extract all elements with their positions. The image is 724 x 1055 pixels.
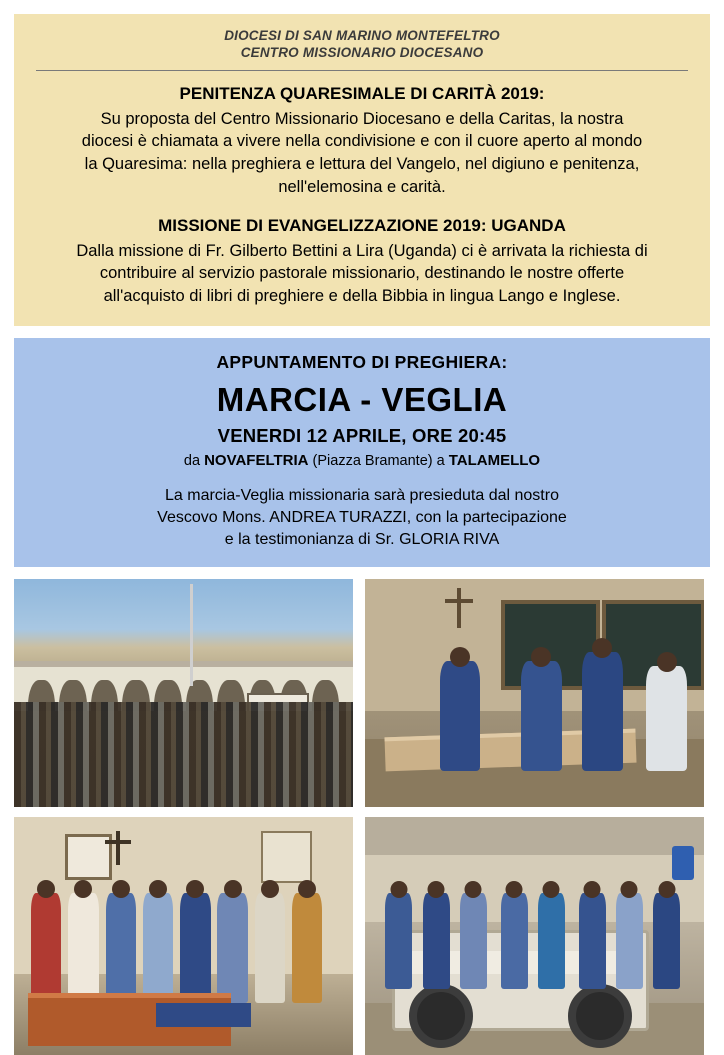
person-head: [149, 880, 167, 898]
photo-classroom-group: [14, 817, 353, 1055]
penitenza-line-4: nell'elemosina e carità.: [278, 177, 446, 196]
person-head: [543, 881, 560, 898]
penitenza-line-3: la Quaresima: nella preghiera e lettura del Vangelo, nel digiuno e penitenza,: [84, 155, 640, 174]
person-head: [74, 880, 92, 898]
person-head: [112, 880, 130, 898]
announcement-block-top: [14, 14, 710, 326]
person: [538, 893, 565, 988]
vehicle-wheel: [409, 984, 473, 1048]
penitenza-body: [32, 108, 692, 199]
person-head: [658, 881, 675, 898]
person-head: [224, 880, 242, 898]
person-head: [261, 880, 279, 898]
photo-grid: [14, 579, 710, 1055]
route-to: TALAMELLO: [448, 451, 541, 469]
missione-body: [32, 240, 692, 308]
penitenza-title: PENITENZA QUARESIMALE DI CARITÀ 2019:: [179, 83, 545, 103]
event-datetime: VENERDI 12 APRILE, ORE 20:45: [217, 424, 507, 446]
diocese-line-1: DIOCESI DI SAN MARINO MONTEFELTRO: [224, 28, 500, 43]
person-head: [186, 880, 204, 898]
person: [460, 893, 487, 988]
missione-line-2: contribuire al servizio pastorale missionario, destinando le nostre offerte: [99, 264, 625, 283]
person: [68, 893, 99, 1002]
cross-icon: [457, 588, 461, 628]
table-cloth: [156, 1003, 251, 1027]
person-head: [657, 652, 677, 672]
header-divider: [36, 70, 688, 71]
section-spacer: [32, 199, 692, 215]
event-title: MARCIA - VEGLIA: [216, 380, 508, 418]
person: [579, 893, 606, 988]
person: [292, 893, 323, 1002]
event-note-line-3: e la testimonianza di Sr. GLORIA RIVA: [224, 531, 500, 549]
event-note-line-2: Vescovo Mons. ANDREA TURAZZI, con la partecipazione: [157, 509, 567, 527]
missione-title: MISSIONE DI EVANGELIZZAZIONE 2019: UGANDA: [158, 215, 566, 235]
route-mid: a: [436, 452, 449, 469]
person-head: [37, 880, 55, 898]
person-head: [506, 881, 523, 898]
person: [106, 893, 137, 1002]
event-block: [14, 338, 710, 567]
event-note: [32, 485, 692, 551]
photo-vehicle-group: [365, 817, 704, 1055]
missione-line-3: all'acquisto di libri di preghiere e della Bibbia in lingua Lango e Inglese.: [103, 287, 621, 306]
cross-icon: [116, 831, 120, 865]
event-note-line-1: La marcia-Veglia missionaria sarà presieduta dal nostro: [165, 486, 559, 504]
route-prefix: da: [183, 452, 205, 469]
person: [501, 893, 528, 988]
person: [217, 893, 248, 1002]
penitenza-line-2: diocesi è chiamata a vivere nella condivisione e con il cuore aperto al mondo: [81, 132, 643, 151]
blue-bag: [672, 846, 694, 880]
person: [255, 893, 286, 1002]
route-place: (Piazza Bramante): [308, 452, 437, 469]
wall-poster: [261, 831, 312, 883]
person: [385, 893, 412, 988]
event-route: [32, 452, 692, 469]
person: [521, 661, 562, 770]
person-head: [592, 638, 612, 658]
diocese-header: [32, 28, 692, 62]
person-head: [465, 881, 482, 898]
flag-pole: [190, 584, 193, 687]
person: [180, 893, 211, 1002]
person-head: [428, 881, 445, 898]
person-head: [450, 647, 470, 667]
person: [423, 893, 450, 988]
photo-group-outdoor-school: [14, 579, 353, 807]
person: [31, 893, 62, 1002]
person: [653, 893, 680, 988]
person-head: [390, 881, 407, 898]
crowd: [14, 702, 353, 807]
person: [582, 652, 623, 771]
person: [616, 893, 643, 988]
penitenza-line-1: Su proposta del Centro Missionario Diocesano e della Caritas, la nostra: [100, 109, 624, 128]
person-head: [298, 880, 316, 898]
building-roof: [365, 817, 704, 859]
person-head: [621, 881, 638, 898]
photo-carpentry-workshop: [365, 579, 704, 807]
person: [143, 893, 174, 1002]
person: [646, 666, 687, 771]
event-label: APPUNTAMENTO DI PREGHIERA:: [216, 351, 508, 372]
person-head: [531, 647, 551, 667]
diocese-line-2: CENTRO MISSIONARIO DIOCESANO: [240, 44, 484, 60]
route-from: NOVAFELTRIA: [204, 451, 309, 469]
person: [440, 661, 481, 770]
person-head: [584, 881, 601, 898]
missione-line-1: Dalla missione di Fr. Gilberto Bettini a Lira (Uganda) ci è arrivata la richiesta di: [76, 241, 648, 260]
